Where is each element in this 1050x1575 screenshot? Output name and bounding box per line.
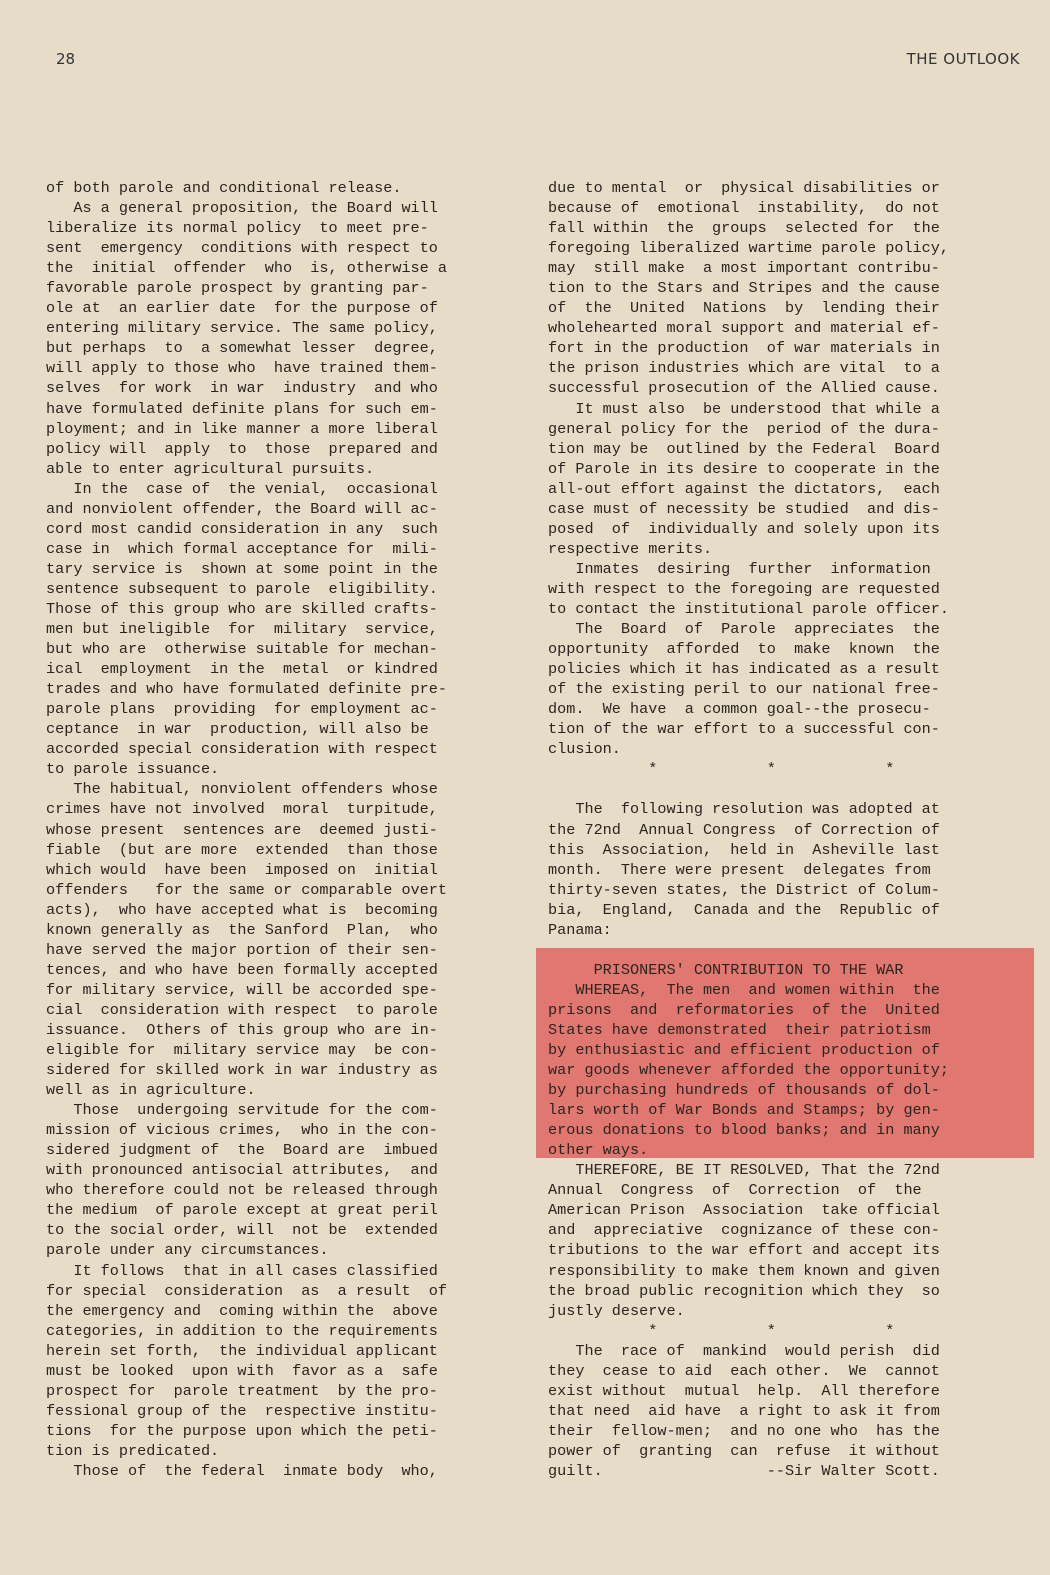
text-line: * * *	[548, 1321, 895, 1340]
text-line: tion may be outlined by the Federal Board	[548, 439, 940, 458]
text-line: Those undergoing servitude for the com-	[46, 1101, 438, 1120]
text-line: In the case of the venial, occasional	[46, 479, 438, 498]
text-line: trades and who have formulated definite pre-	[46, 680, 448, 699]
text-line: all-out effort against the dictators, each	[548, 479, 940, 498]
text-line: respective merits.	[548, 539, 713, 558]
text-line: men but ineligible for military service,	[46, 620, 438, 639]
text-line: cial consideration with respect to parole	[46, 1000, 438, 1019]
text-line: It must also be understood that while a	[548, 399, 940, 418]
text-line: parole plans providing for employment ac-	[46, 700, 438, 719]
text-line: with respect to the foregoing are requested	[548, 579, 940, 598]
text-line: foregoing liberalized wartime parole policy,	[548, 239, 950, 258]
text-line: of the existing peril to our national free-	[548, 680, 940, 699]
page-header	[0, 50, 1050, 74]
text-line: ical employment in the metal or kindred	[46, 660, 438, 679]
text-line: acts), who have accepted what is becoming	[46, 900, 438, 919]
text-line: general policy for the period of the dura-	[548, 419, 940, 438]
text-line: justly deserve.	[548, 1301, 685, 1320]
text-line: tion to the Stars and Stripes and the cause	[548, 279, 940, 298]
text-line: selves for work in war industry and who	[46, 379, 438, 398]
text-line: due to mental or physical disabilities or	[548, 179, 940, 197]
text-line: able to enter agricultural pursuits.	[46, 459, 375, 478]
text-line: who therefore could not be released through	[46, 1181, 438, 1200]
text-line: the 72nd Annual Congress of Correction of	[548, 820, 940, 839]
text-line: exist without mutual help. All therefore	[548, 1381, 940, 1400]
text-line: sidered judgment of the Board are imbued	[46, 1141, 438, 1160]
text-line: * * *	[548, 760, 895, 779]
text-line: The habitual, nonviolent offenders whose	[46, 780, 438, 799]
text-line: The Board of Parole appreciates the	[548, 620, 940, 639]
text-line	[548, 779, 1026, 799]
text-line: categories, in addition to the requirements	[46, 1321, 438, 1340]
text-line: prisons and reformatories of the United	[548, 1000, 940, 1019]
text-line: ole at an earlier date for the purpose of	[46, 299, 438, 318]
text-line: crimes have not involved moral turpitude,	[46, 800, 438, 819]
text-line: for military service, will be accorded spe-	[46, 980, 438, 999]
text-line: accorded special consideration with respect	[46, 740, 438, 759]
text-line: wholehearted moral support and material ef-	[548, 319, 940, 338]
running-title: THE OUTLOOK	[906, 50, 1020, 68]
text-line: favorable parole prospect by granting par-	[46, 279, 429, 298]
text-line: fiable (but are more extended than those	[46, 840, 438, 859]
text-line: WHEREAS, The men and women within the	[548, 980, 940, 999]
text-line: liberalize its normal policy to meet pre-	[46, 219, 429, 238]
text-line: other ways.	[548, 1141, 649, 1160]
text-line: sentence subsequent to parole eligibility.	[46, 579, 438, 598]
text-line: sidered for skilled work in war industry as	[46, 1061, 438, 1080]
text-line: fort in the production of war materials in	[548, 339, 940, 358]
text-line: month. There were present delegates from	[548, 860, 931, 879]
text-line: offenders for the same or comparable overt	[46, 880, 448, 899]
text-line: policies which it has indicated as a result	[548, 660, 940, 679]
text-line: known generally as the Sanford Plan, who	[46, 920, 438, 939]
text-line: the emergency and coming within the above	[46, 1301, 438, 1320]
text-line: case must of necessity be studied and dis-	[548, 499, 940, 518]
text-line: but perhaps to a somewhat lesser degree,	[46, 339, 438, 358]
text-line: eligible for military service may be con-	[46, 1041, 438, 1060]
text-line: tion of the war effort to a successful con-	[548, 720, 940, 739]
text-line: for special consideration as a result of	[46, 1281, 448, 1300]
text-line: The following resolution was adopted at	[548, 800, 940, 819]
text-line: As a general proposition, the Board will	[46, 199, 438, 218]
text-line: to the social order, will not be extended	[46, 1221, 438, 1240]
text-line: cord most candid consideration in any such	[46, 519, 438, 538]
text-line: well as in agriculture.	[46, 1081, 256, 1100]
text-line: the broad public recognition which they so	[548, 1281, 940, 1300]
text-line: opportunity afforded to make known the	[548, 640, 940, 659]
text-line: must be looked upon with favor as a safe	[46, 1361, 438, 1380]
text-line: and appreciative cognizance of these con-	[548, 1221, 940, 1240]
text-line: tions for the purpose upon which the peti-	[46, 1421, 438, 1440]
text-line: prospect for parole treatment by the pro-	[46, 1381, 438, 1400]
text-line: ployment; and in like manner a more liberal	[46, 419, 438, 438]
text-line: tences, and who have been formally accepted	[46, 960, 438, 979]
text-line: posed of individually and solely upon its	[548, 519, 940, 538]
text-line: responsibility to make them known and given	[548, 1261, 940, 1280]
text-line: their fellow-men; and no one who has the	[548, 1421, 940, 1440]
text-line: mission of vicious crimes, who in the con-	[46, 1121, 438, 1140]
text-line: THEREFORE, BE IT RESOLVED, That the 72nd	[548, 1161, 940, 1180]
text-line: tion is predicated.	[46, 1441, 220, 1460]
text-line: to parole issuance.	[46, 760, 220, 779]
text-line: policy will apply to those prepared and	[46, 439, 438, 458]
text-line: guilt. --Sir Walter Scott.	[548, 1462, 940, 1480]
text-line: by purchasing hundreds of thousands of dol-	[548, 1081, 940, 1100]
text-line: the initial offender who is, otherwise a	[46, 259, 448, 278]
text-line: PRISONERS' CONTRIBUTION TO THE WAR	[548, 960, 904, 979]
text-line: may still make a most important contribu-	[548, 259, 940, 278]
text-line: Those of the federal inmate body who,	[46, 1462, 438, 1480]
text-line: Annual Congress of Correction of the	[548, 1181, 922, 1200]
text-line: tributions to the war effort and accept its	[548, 1241, 940, 1260]
text-line: ceptance in war production, will also be	[46, 720, 429, 739]
text-line: case in which formal acceptance for mili-	[46, 539, 438, 558]
text-line: tary service is shown at some point in the	[46, 559, 438, 578]
text-line: erous donations to blood banks; and in many	[548, 1121, 940, 1140]
text-line: bia, England, Canada and the Republic of	[548, 900, 940, 919]
text-line: of Parole in its desire to cooperate in the	[548, 459, 940, 478]
text-line: clusion.	[548, 740, 621, 759]
text-line: to contact the institutional parole officer.	[548, 599, 950, 618]
text-line: by enthusiastic and efficient production of	[548, 1041, 940, 1060]
text-line: that need aid have a right to ask it from	[548, 1401, 940, 1420]
text-line: war goods whenever afforded the opportunity;	[548, 1061, 950, 1080]
text-line: The race of mankind would perish did	[548, 1341, 940, 1360]
text-line: herein set forth, the individual applicant	[46, 1341, 438, 1360]
text-line: American Prison Association take official	[548, 1201, 940, 1220]
text-line: lars worth of War Bonds and Stamps; by gen-	[548, 1101, 940, 1120]
text-line: thirty-seven states, the District of Colum-	[548, 880, 940, 899]
page-number: 28	[56, 50, 76, 68]
text-line: Panama:	[548, 920, 612, 939]
text-line: have served the major portion of their sen-	[46, 940, 438, 959]
text-line: fall within the groups selected for the	[548, 219, 940, 238]
text-line: of both parole and conditional release.	[46, 179, 402, 197]
text-line: because of emotional instability, do not	[548, 199, 940, 218]
text-line: they cease to aid each other. We cannot	[548, 1361, 940, 1380]
text-line: Inmates desiring further information	[548, 559, 931, 578]
text-line: fessional group of the respective institu-	[46, 1401, 438, 1420]
text-line: successful prosecution of the Allied cause.	[548, 379, 940, 398]
text-line: sent emergency conditions with respect to	[46, 239, 438, 258]
text-line: issuance. Others of this group who are in-	[46, 1020, 438, 1039]
text-line: but who are otherwise suitable for mechan-	[46, 640, 438, 659]
text-line: Those of this group who are skilled crafts-	[46, 599, 438, 618]
text-line: parole under any circumstances.	[46, 1241, 329, 1260]
text-line: this Association, held in Asheville last	[548, 840, 940, 859]
text-line: It follows that in all cases classified	[46, 1261, 438, 1280]
text-line: of the United Nations by lending their	[548, 299, 940, 318]
text-line: whose present sentences are deemed justi-	[46, 820, 438, 839]
text-line: which would have been imposed on initial	[46, 860, 438, 879]
text-line: the medium of parole except at great peril	[46, 1201, 438, 1220]
text-line: entering military service. The same policy,	[46, 319, 438, 338]
text-line	[548, 940, 1026, 960]
left-text-column	[46, 178, 524, 1481]
text-line: have formulated definite plans for such em-	[46, 399, 438, 418]
text-line: power of granting can refuse it without	[548, 1441, 940, 1460]
right-text-column	[548, 178, 1026, 1481]
text-line: will apply to those who have trained them-	[46, 359, 438, 378]
text-line: the prison industries which are vital to a	[548, 359, 940, 378]
text-line: with pronounced antisocial attributes, and	[46, 1161, 438, 1180]
text-line: States have demonstrated their patriotism	[548, 1020, 931, 1039]
text-line: and nonviolent offender, the Board will ac-	[46, 499, 438, 518]
text-line: dom. We have a common goal--the prosecu-	[548, 700, 931, 719]
